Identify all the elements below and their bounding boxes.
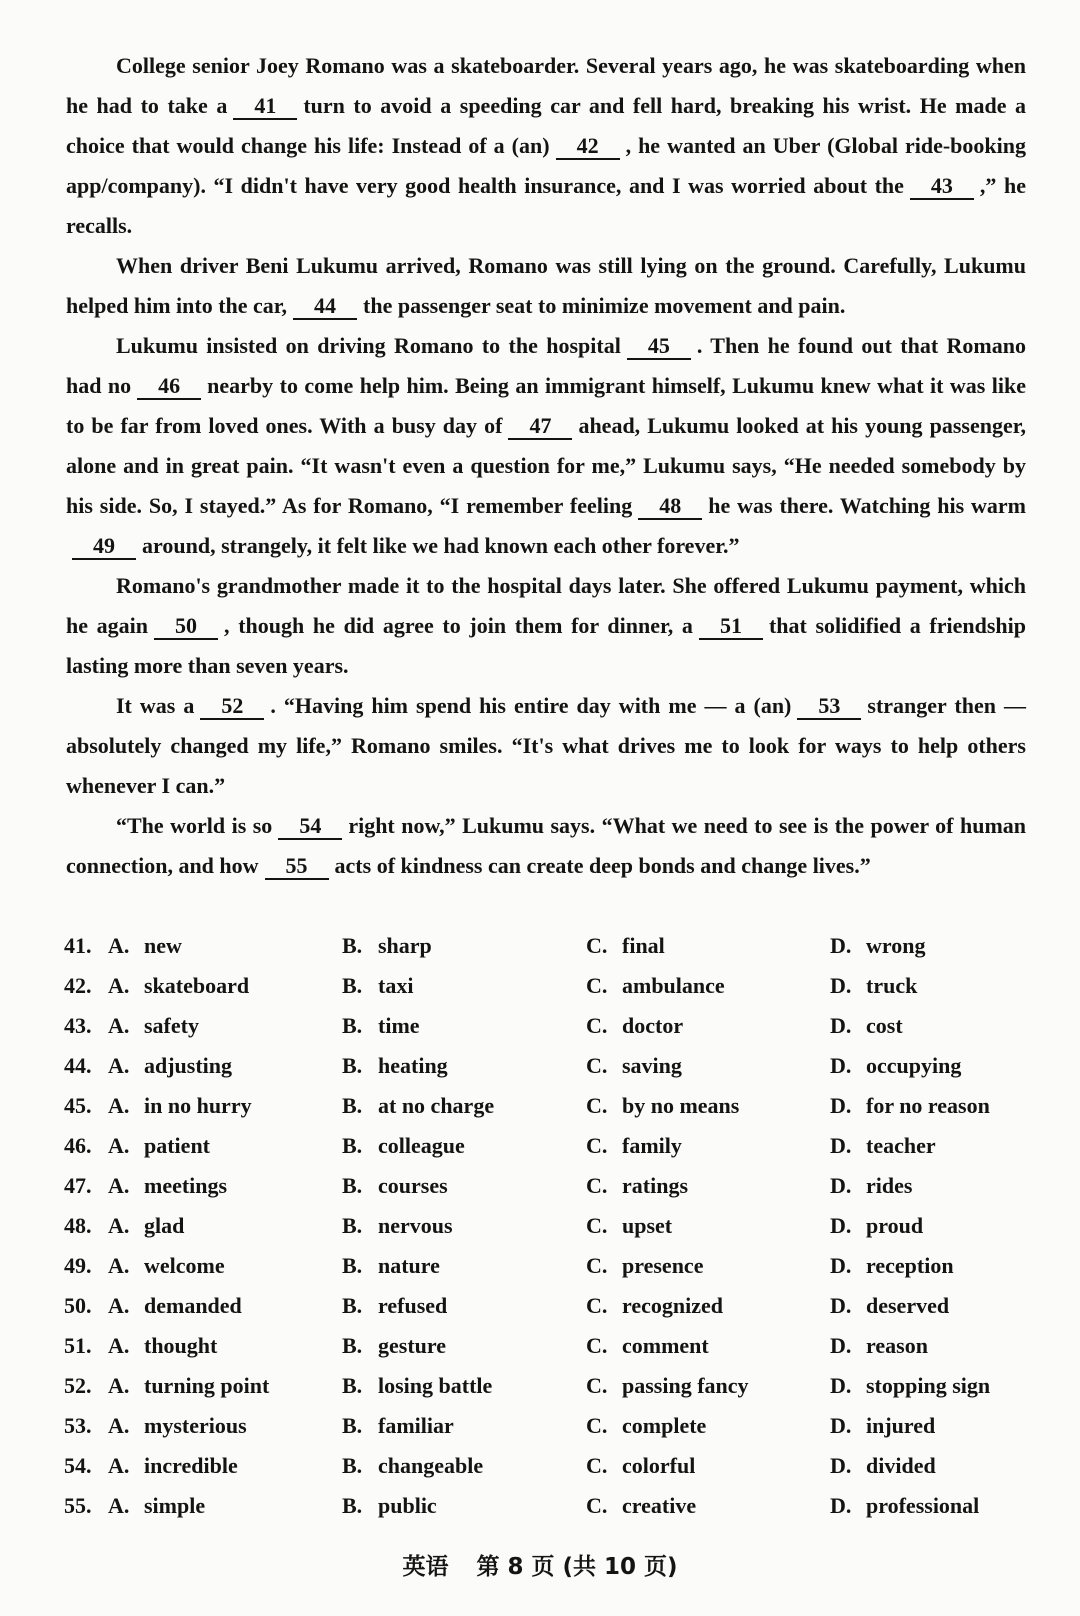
footer-page-number: 第 8 页 (共 10 页) — [476, 1554, 678, 1580]
question-number: 50. — [64, 1293, 92, 1318]
option-a: A. skateboard — [108, 973, 250, 998]
option-a: A. in no hurry — [108, 1093, 252, 1118]
blank-54: 54 — [278, 814, 342, 840]
option-c: C. final — [586, 933, 665, 958]
page-footer — [0, 1548, 1080, 1581]
option-b: B. heating — [342, 1053, 448, 1078]
paragraph-4 — [66, 566, 1026, 686]
blank-42: 42 — [556, 134, 620, 160]
question-row-50 — [64, 1286, 1024, 1326]
passage-text: ahead, Lukumu looked at his young passenger, alone and in great pain. “It wasn't even a question for me,” Lukumu says, “He needed somebody by his side. So, I stayed.” As for Romano, “I remember feeling — [66, 413, 1026, 518]
option-a: A. glad — [108, 1213, 185, 1238]
passage-text: . Then he found out that Romano had no — [66, 333, 1026, 398]
blank-51: 51 — [699, 614, 763, 640]
question-row-48 — [64, 1206, 1024, 1246]
passage-text: turn to avoid a speeding car and fell hard, breaking his wrist. He made a choice that would change his life: Instead of a (an) — [66, 93, 1027, 158]
question-row-53 — [64, 1406, 1024, 1446]
question-row-44 — [64, 1046, 1024, 1086]
option-d: D. injured — [830, 1413, 936, 1438]
passage-text: stranger then — absolutely changed my life,” Romano smiles. “It's what drives me to look for ways to help others whenever I can.” — [66, 693, 1026, 798]
passage-text: , though he did agree to join them for dinner, a — [224, 613, 693, 638]
question-row-47 — [64, 1166, 1024, 1206]
passage-text: Lukumu insisted on driving Romano to the hospital — [116, 333, 621, 358]
option-b: B. gesture — [342, 1333, 447, 1358]
option-b: B. refused — [342, 1293, 448, 1318]
option-a: A. meetings — [108, 1173, 228, 1198]
option-d: D. cost — [830, 1013, 903, 1038]
passage-text: the passenger seat to minimize movement and pain. — [363, 293, 846, 318]
passage-text: It was a — [116, 693, 195, 718]
question-number: 55. — [64, 1493, 92, 1518]
option-d: D. for no reason — [830, 1093, 990, 1118]
blank-43: 43 — [910, 174, 974, 200]
passage-text: around, strangely, it felt like we had known each other forever.” — [142, 533, 740, 558]
option-d: D. reception — [830, 1253, 954, 1278]
option-a: A. turning point — [108, 1373, 270, 1398]
option-b: B. colleague — [342, 1133, 465, 1158]
paragraph-6 — [66, 806, 1026, 886]
option-b: B. taxi — [342, 973, 414, 998]
option-c: C. comment — [586, 1333, 709, 1358]
option-d: D. reason — [830, 1333, 928, 1358]
option-c: C. creative — [586, 1493, 697, 1518]
option-b: B. changeable — [342, 1453, 484, 1478]
question-row-42 — [64, 966, 1024, 1006]
option-c: C. complete — [586, 1413, 707, 1438]
blank-52: 52 — [200, 694, 264, 720]
option-b: B. public — [342, 1493, 437, 1518]
option-d: D. proud — [830, 1213, 924, 1238]
passage-text: nearby to come help him. Being an immigrant himself, Lukumu knew what it was like to be far from loved ones. With a busy day of — [66, 373, 1026, 438]
option-b: B. nervous — [342, 1213, 453, 1238]
paragraph-3 — [66, 326, 1026, 566]
question-row-43 — [64, 1006, 1024, 1046]
question-number: 51. — [64, 1333, 92, 1358]
passage-text: right now,” Lukumu says. “What we need to see is the power of human connection, and how — [66, 813, 1026, 878]
option-c: C. family — [586, 1133, 682, 1158]
question-number: 45. — [64, 1093, 92, 1118]
passage-text: that solidified a friendship lasting more than seven years. — [66, 613, 1026, 678]
question-number: 54. — [64, 1453, 92, 1478]
question-number: 42. — [64, 973, 92, 998]
option-d: D. deserved — [830, 1293, 950, 1318]
blank-41: 41 — [233, 94, 297, 120]
blank-48: 48 — [638, 494, 702, 520]
option-c: C. passing fancy — [586, 1373, 749, 1398]
option-a: A. adjusting — [108, 1053, 233, 1078]
option-a: A. incredible — [108, 1453, 238, 1478]
blank-45: 45 — [627, 334, 691, 360]
passage-text: , he wanted an Uber (Global ride-booking app/company). “I didn't have very good health insurance, and I was worried about the — [66, 133, 1026, 198]
option-d: D. professional — [830, 1493, 980, 1518]
paragraph-1 — [66, 46, 1026, 246]
option-d: D. truck — [830, 973, 918, 998]
option-a: A. demanded — [108, 1293, 242, 1318]
option-b: B. time — [342, 1013, 420, 1038]
option-c: C. saving — [586, 1053, 682, 1078]
blank-44: 44 — [293, 294, 357, 320]
blank-53: 53 — [797, 694, 861, 720]
option-b: B. at no charge — [342, 1093, 495, 1118]
question-row-51 — [64, 1326, 1024, 1366]
option-b: B. familiar — [342, 1413, 454, 1438]
question-row-54 — [64, 1446, 1024, 1486]
blank-49: 49 — [72, 534, 136, 560]
option-d: D. stopping sign — [830, 1373, 991, 1398]
answer-options — [64, 926, 1024, 1526]
question-number: 49. — [64, 1253, 92, 1278]
option-c: C. recognized — [586, 1293, 724, 1318]
question-number: 41. — [64, 933, 92, 958]
passage-text: he was there. Watching his warm — [708, 493, 1026, 518]
option-c: C. ratings — [586, 1173, 688, 1198]
option-a: A. patient — [108, 1133, 210, 1158]
passage-text: ,” he recalls. — [66, 173, 1026, 238]
option-b: B. losing battle — [342, 1373, 493, 1398]
question-row-52 — [64, 1366, 1024, 1406]
passage-text: Romano's grandmother made it to the hospital days later. She offered Lukumu payment, which he again — [66, 573, 1026, 638]
question-number: 48. — [64, 1213, 92, 1238]
paragraph-5 — [66, 686, 1026, 806]
option-d: D. rides — [830, 1173, 913, 1198]
blank-50: 50 — [154, 614, 218, 640]
cloze-passage — [66, 46, 1026, 886]
option-a: A. new — [108, 933, 182, 958]
option-d: D. occupying — [830, 1053, 962, 1078]
passage-text: College senior Joey Romano was a skateboarder. Several years ago, he was skateboarding when he had to take a — [66, 53, 1026, 118]
passage-text: acts of kindness can create deep bonds and change lives.” — [334, 853, 871, 878]
option-a: A. welcome — [108, 1253, 225, 1278]
blank-47: 47 — [508, 414, 572, 440]
question-row-49 — [64, 1246, 1024, 1286]
option-d: D. divided — [830, 1453, 936, 1478]
option-c: C. ambulance — [586, 973, 725, 998]
question-number: 52. — [64, 1373, 92, 1398]
option-b: B. courses — [342, 1173, 448, 1198]
blank-46: 46 — [137, 374, 201, 400]
option-a: A. simple — [108, 1493, 206, 1518]
option-d: D. teacher — [830, 1133, 936, 1158]
question-number: 46. — [64, 1133, 92, 1158]
option-c: C. by no means — [586, 1093, 740, 1118]
option-c: C. presence — [586, 1253, 704, 1278]
passage-text: . “Having him spend his entire day with me — a (an) — [270, 693, 792, 718]
footer-subject: 英语 — [402, 1554, 449, 1580]
option-d: D. wrong — [830, 933, 926, 958]
option-c: C. doctor — [586, 1013, 684, 1038]
question-row-46 — [64, 1126, 1024, 1166]
question-row-55 — [64, 1486, 1024, 1526]
paragraph-2 — [66, 246, 1026, 326]
option-a: A. thought — [108, 1333, 218, 1358]
option-c: C. upset — [586, 1213, 673, 1238]
question-number: 53. — [64, 1413, 92, 1438]
option-b: B. nature — [342, 1253, 440, 1278]
option-c: C. colorful — [586, 1453, 696, 1478]
question-number: 47. — [64, 1173, 92, 1198]
option-a: A. mysterious — [108, 1413, 247, 1438]
passage-text: “The world is so — [116, 813, 273, 838]
passage-text: When driver Beni Lukumu arrived, Romano was still lying on the ground. Carefully, Lukumu helped him into the car, — [66, 253, 1026, 318]
blank-55: 55 — [265, 854, 329, 880]
question-row-41 — [64, 926, 1024, 966]
option-a: A. safety — [108, 1013, 199, 1038]
option-b: B. sharp — [342, 933, 432, 958]
question-number: 43. — [64, 1013, 92, 1038]
question-number: 44. — [64, 1053, 92, 1078]
question-row-45 — [64, 1086, 1024, 1126]
